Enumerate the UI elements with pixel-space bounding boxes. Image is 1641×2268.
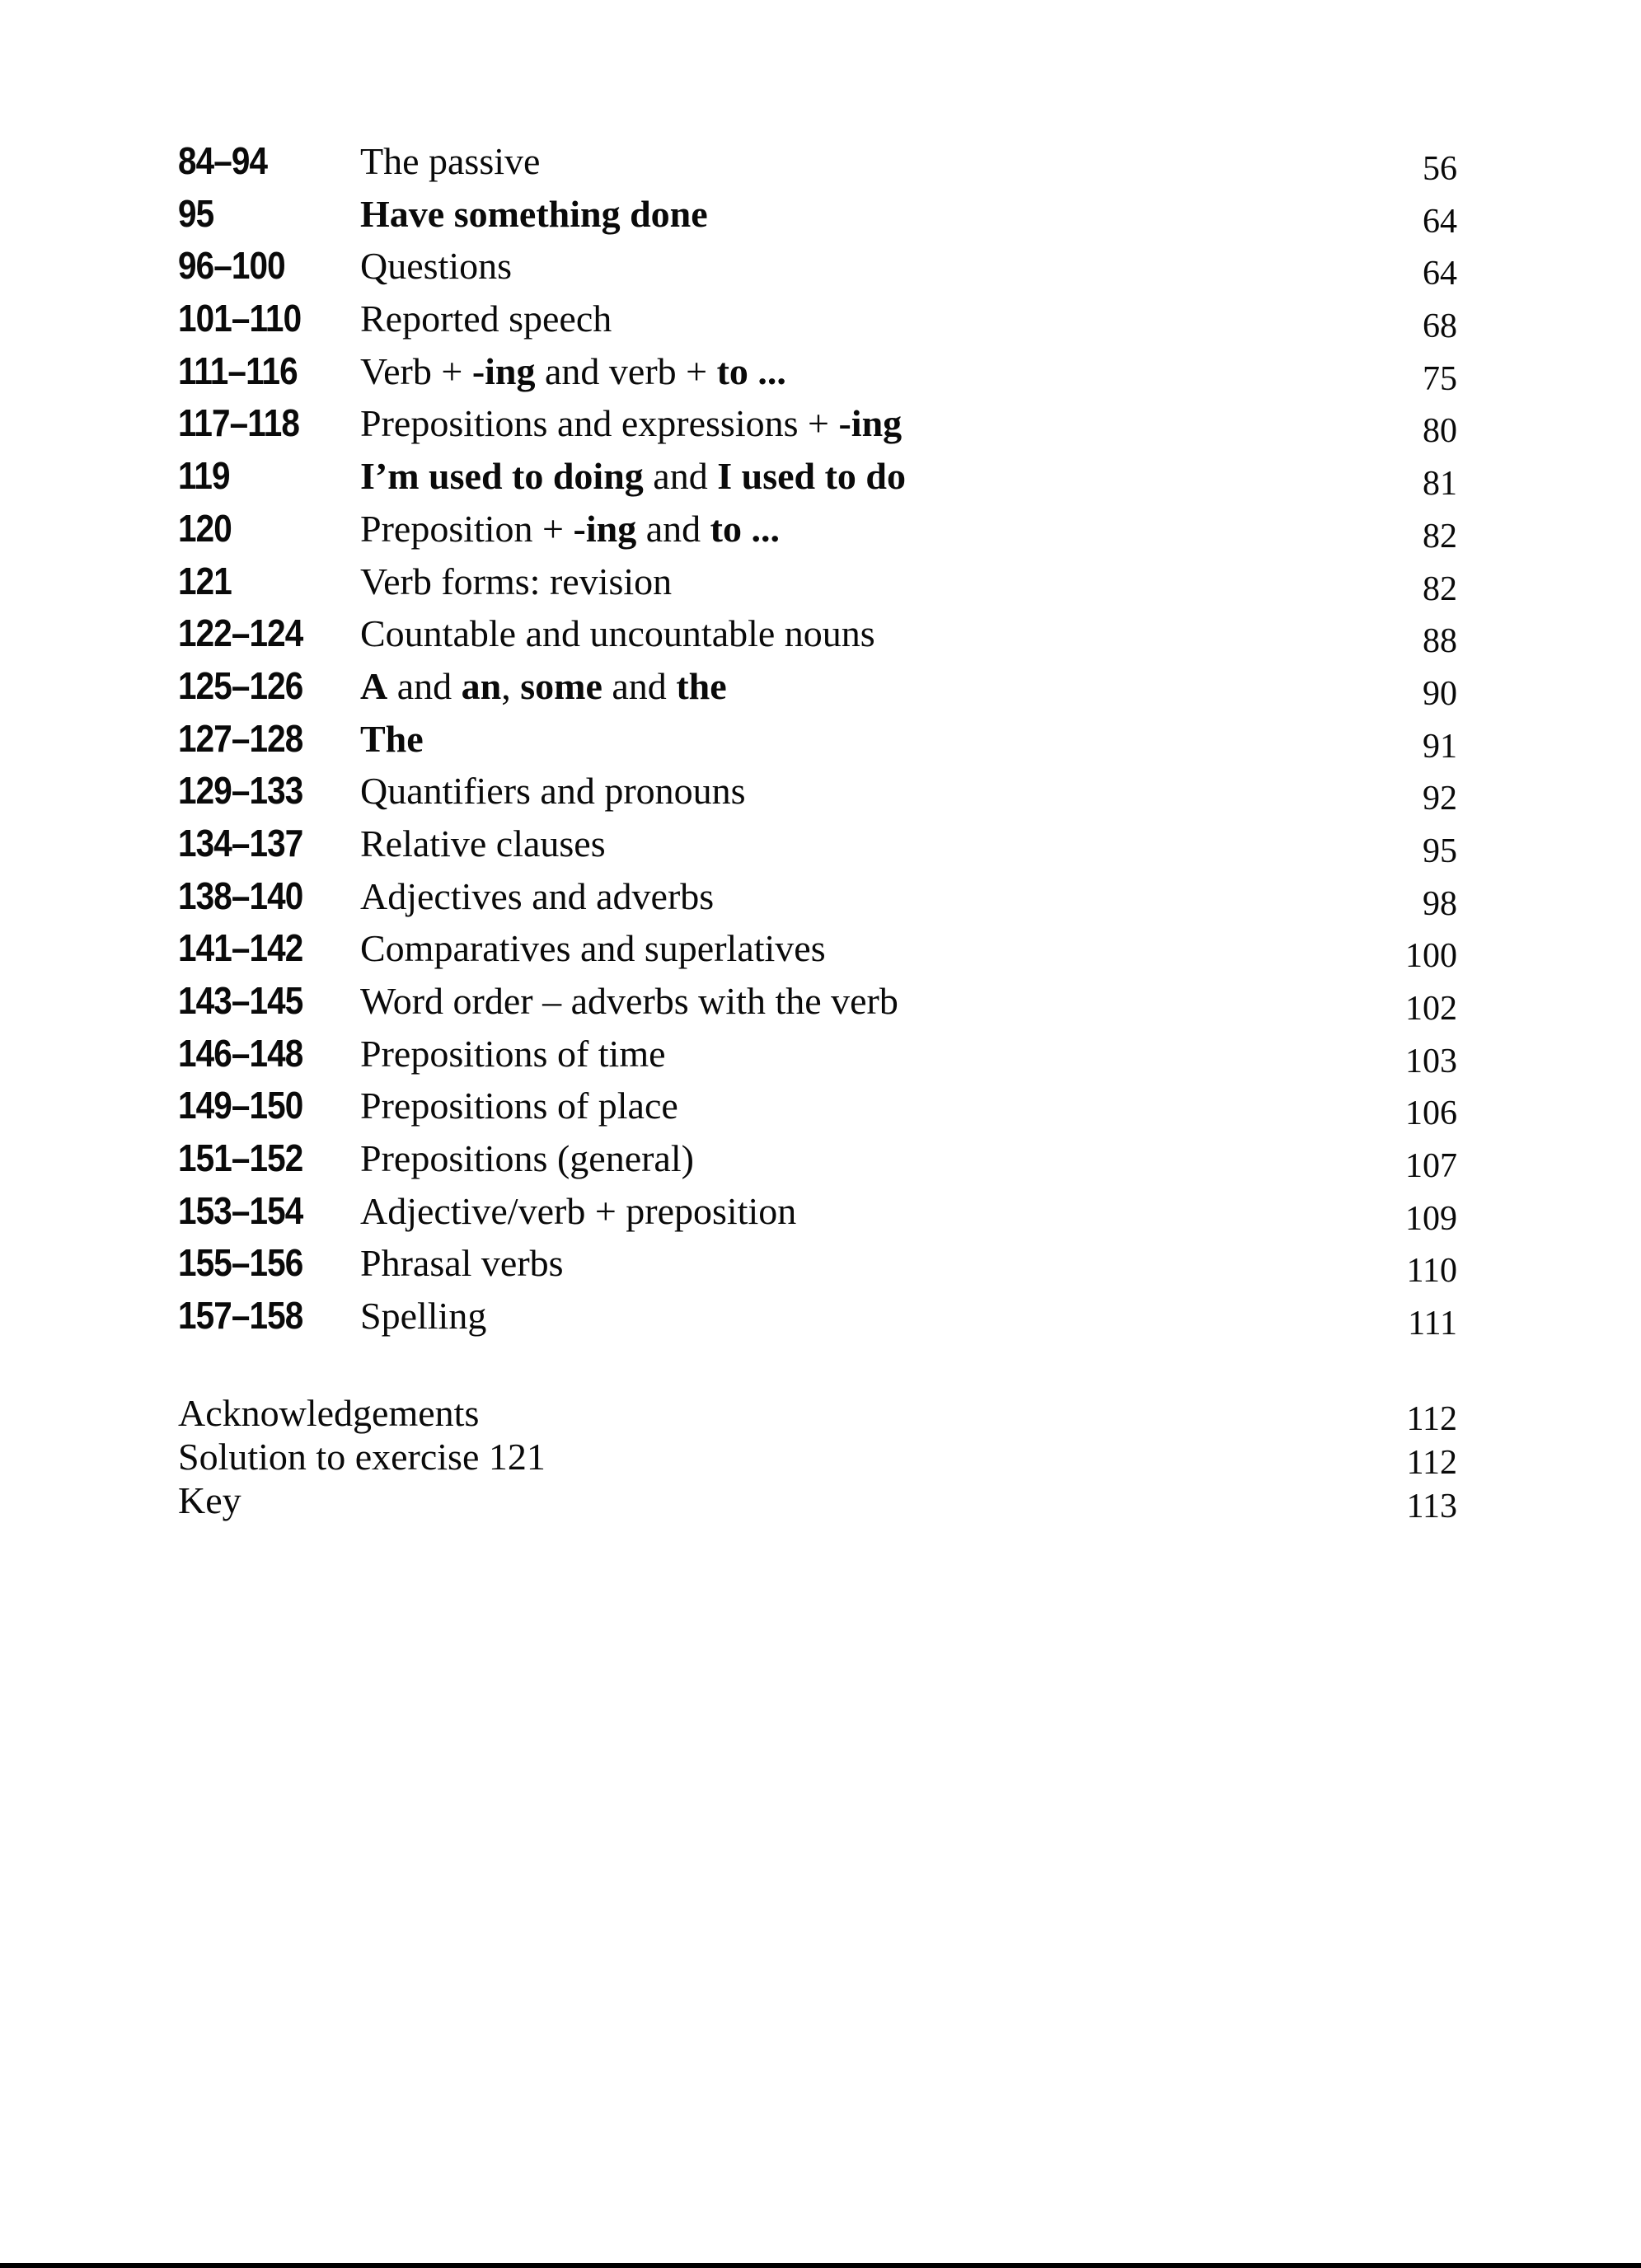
back-matter-label: Acknowledgements — [178, 1392, 480, 1434]
toc-row — [178, 870, 1457, 923]
exercise-range-label: 111–116 — [178, 349, 298, 392]
topic-title-segment: Have something done — [360, 192, 708, 235]
topic-title — [360, 1290, 1350, 1343]
toc-row — [178, 765, 1457, 818]
topic-title — [360, 1028, 1350, 1080]
exercise-range-label: 129–133 — [178, 769, 303, 813]
back-matter-label: Solution to exercise 121 — [178, 1436, 546, 1478]
exercise-range-label: 101–110 — [178, 297, 302, 340]
toc-row — [178, 188, 1457, 241]
topic-title — [360, 450, 1350, 503]
page-number: 91 — [1423, 727, 1457, 766]
page-number: 56 — [1423, 150, 1457, 188]
toc-row — [178, 660, 1457, 713]
topic-title-segment: and — [602, 664, 677, 707]
page-number: 110 — [1406, 1252, 1457, 1291]
topic-title-segment: Countable and uncountable nouns — [360, 612, 875, 655]
page-number: 103 — [1405, 1042, 1457, 1080]
exercise-range-label: 155–156 — [178, 1241, 303, 1285]
page-number: 82 — [1423, 517, 1457, 555]
back-matter-row — [178, 1391, 1457, 1438]
toc-list — [178, 135, 1457, 1343]
topic-title — [360, 345, 1350, 398]
topic-title-segment: Questions — [360, 245, 512, 288]
topic-title-segment: Word order – adverbs with the verb — [360, 980, 898, 1022]
exercise-range-label: 120 — [178, 506, 232, 550]
page-number: 112 — [1406, 1444, 1457, 1482]
page-number: 75 — [1423, 359, 1457, 398]
topic-title-segment: Relative clauses — [360, 822, 606, 865]
page-number: 111 — [1408, 1305, 1457, 1343]
topic-title-segment: -ing — [471, 349, 536, 392]
topic-title-segment: Quantifiers and pronouns — [360, 770, 746, 813]
page-number: 100 — [1405, 937, 1457, 976]
toc-row — [178, 1237, 1457, 1290]
topic-title — [360, 135, 1350, 188]
topic-title-segment: The — [360, 717, 424, 760]
topic-title-segment: Prepositions (general) — [360, 1137, 694, 1180]
page-number: 64 — [1423, 255, 1457, 293]
topic-title-segment: Preposition + — [360, 507, 574, 550]
page-number: 68 — [1423, 307, 1457, 346]
topic-title-segment: Verb + — [360, 349, 472, 392]
page-number: 112 — [1406, 1400, 1457, 1438]
page-number: 80 — [1423, 412, 1457, 451]
topic-title — [360, 293, 1350, 345]
topic-title — [360, 818, 1350, 870]
toc-row — [178, 1132, 1457, 1185]
topic-title-segment: Comparatives and superlatives — [360, 927, 826, 970]
toc-row — [178, 713, 1457, 766]
toc-row — [178, 1185, 1457, 1238]
topic-title-segment: Prepositions and expressions + — [360, 402, 839, 445]
page-number: 90 — [1423, 674, 1457, 713]
topic-title — [360, 397, 1350, 450]
topic-title-segment: to ... — [710, 507, 780, 550]
page-number: 113 — [1406, 1488, 1457, 1525]
topic-title-segment: and — [636, 507, 710, 550]
exercise-range-label: 157–158 — [178, 1294, 303, 1338]
page-number: 106 — [1405, 1094, 1457, 1133]
topic-title — [360, 660, 1350, 713]
topic-title — [360, 1237, 1350, 1290]
topic-title-segment: I used to do — [717, 455, 907, 498]
toc-row — [178, 975, 1457, 1028]
exercise-range-label: 146–148 — [178, 1031, 303, 1075]
topic-title-segment: Phrasal verbs — [360, 1242, 564, 1285]
topic-title-segment: A — [360, 664, 388, 707]
topic-title-segment: I’m used to doing — [360, 455, 644, 498]
topic-title-segment: Adjectives and adverbs — [360, 874, 715, 917]
toc-row — [178, 818, 1457, 870]
topic-title — [360, 713, 1350, 766]
page-number: 88 — [1423, 622, 1457, 661]
topic-title — [360, 1132, 1350, 1185]
exercise-range-label: 134–137 — [178, 821, 303, 865]
page-number: 81 — [1423, 465, 1457, 504]
page-number: 98 — [1423, 884, 1457, 923]
exercise-range-label: 122–124 — [178, 612, 303, 655]
toc-row — [178, 1290, 1457, 1343]
topic-title-segment: an — [461, 664, 502, 707]
topic-title — [360, 765, 1350, 818]
topic-title — [360, 503, 1350, 555]
exercise-range-label: 121 — [178, 559, 232, 602]
page-number: 95 — [1423, 832, 1457, 870]
exercise-range-label: 141–142 — [178, 926, 303, 970]
toc-row — [178, 1028, 1457, 1080]
topic-title — [360, 1185, 1350, 1238]
topic-title-segment: , — [501, 664, 521, 707]
toc-row — [178, 345, 1457, 398]
topic-title-segment: Verb forms: revision — [360, 560, 673, 602]
topic-title-segment: Reported speech — [360, 298, 612, 340]
topic-title — [360, 555, 1350, 608]
page-number: 107 — [1405, 1147, 1457, 1186]
topic-title — [360, 188, 1350, 241]
toc-row — [178, 555, 1457, 608]
topic-title-segment: The passive — [360, 140, 541, 182]
topic-title-segment: and — [387, 664, 462, 707]
toc-row — [178, 922, 1457, 975]
toc-row — [178, 607, 1457, 660]
topic-title-segment: Spelling — [360, 1295, 487, 1338]
exercise-range-label: 127–128 — [178, 716, 303, 760]
exercise-range-label: 84–94 — [178, 139, 268, 182]
back-matter-row — [178, 1435, 1457, 1482]
topic-title-segment: Adjective/verb + preposition — [360, 1189, 797, 1232]
exercise-range-label: 95 — [178, 191, 214, 235]
exercise-range-label: 119 — [178, 454, 230, 498]
toc-row — [178, 240, 1457, 293]
topic-title — [360, 607, 1350, 660]
exercise-range-label: 96–100 — [178, 244, 285, 288]
page-number: 82 — [1423, 569, 1457, 608]
scan-edge-bar — [0, 2263, 1641, 2268]
page-number: 102 — [1405, 990, 1457, 1028]
topic-title-segment: and — [643, 455, 718, 498]
topic-title-segment: Prepositions of time — [360, 1032, 666, 1075]
back-matter-list — [178, 1391, 1457, 1525]
toc-row — [178, 503, 1457, 555]
toc-row — [178, 135, 1457, 188]
topic-title — [360, 922, 1350, 975]
back-matter-row — [178, 1478, 1457, 1525]
topic-title — [360, 1080, 1350, 1132]
topic-title — [360, 975, 1350, 1028]
back-matter-label: Key — [178, 1479, 241, 1521]
exercise-range-label: 151–152 — [178, 1136, 303, 1180]
topic-title-segment: some — [520, 664, 602, 707]
topic-title-segment: the — [676, 664, 727, 707]
toc-row — [178, 450, 1457, 503]
exercise-range-label: 149–150 — [178, 1084, 303, 1127]
topic-title-segment: to ... — [716, 349, 786, 392]
topic-title-segment: Prepositions of place — [360, 1085, 678, 1127]
topic-title — [360, 870, 1350, 923]
exercise-range-label: 125–126 — [178, 663, 303, 707]
toc-row — [178, 397, 1457, 450]
topic-title-segment: and verb + — [535, 349, 717, 392]
toc-row — [178, 1080, 1457, 1132]
exercise-range-label: 153–154 — [178, 1188, 303, 1232]
exercise-range-label: 143–145 — [178, 979, 303, 1022]
page-number: 92 — [1423, 780, 1457, 818]
topic-title-segment: -ing — [573, 507, 637, 550]
topic-title — [360, 240, 1350, 293]
exercise-range-label: 117–118 — [178, 401, 299, 445]
topic-title-segment: -ing — [838, 402, 903, 445]
page-number: 64 — [1423, 202, 1457, 241]
page-number: 109 — [1405, 1199, 1457, 1238]
exercise-range-label: 138–140 — [178, 874, 303, 917]
toc-row — [178, 293, 1457, 345]
